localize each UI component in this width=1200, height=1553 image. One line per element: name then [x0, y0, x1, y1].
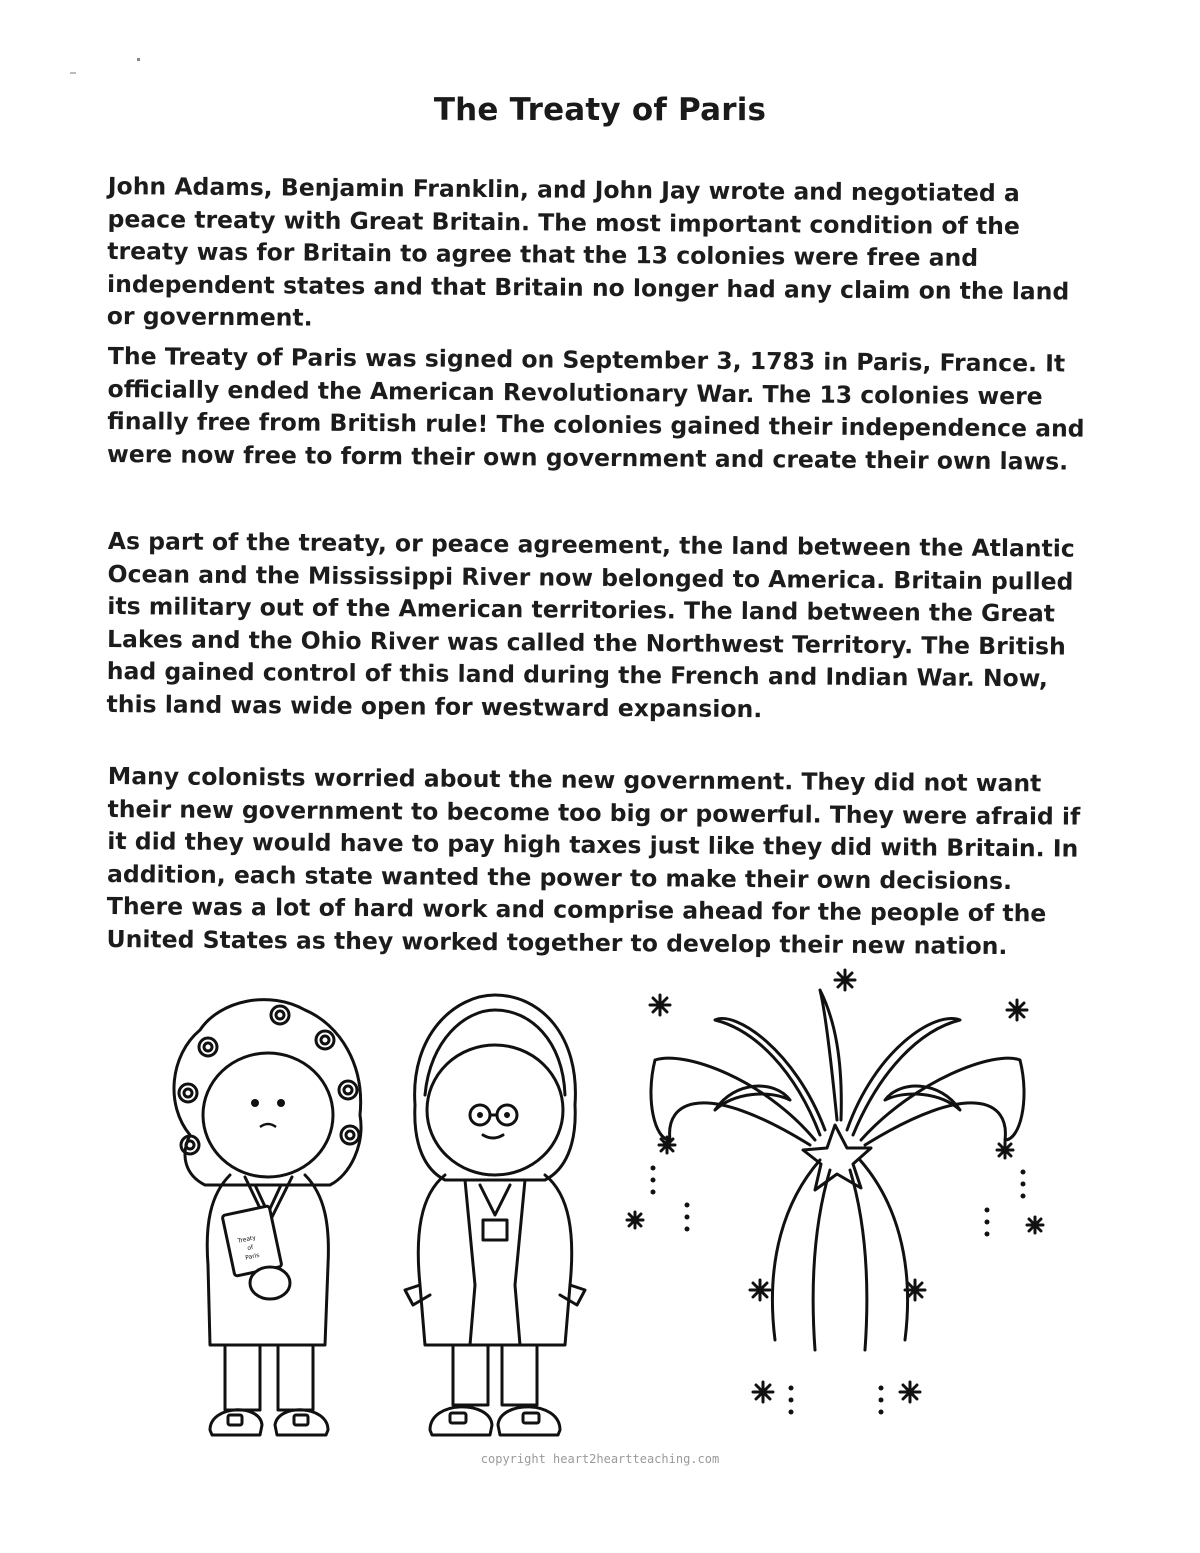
scan-speck: [137, 58, 140, 61]
scan-speck: [70, 72, 76, 74]
svg-text:of: of: [246, 1243, 254, 1253]
colonist-with-glasses-illustration: [395, 985, 595, 1445]
paragraph-negotiation: John Adams, Benjamin Franklin, and John Jay wrote and negotiated a peace treaty with Great Britain. The most important condition of the treaty was for Britain to agree that the 13 colonies were free and independent states and that Britain no longer had any claim on the land or government.: [106, 171, 1070, 332]
paragraph-signing: The Treaty of Paris was signed on September 3, 1783 in Paris, France. It officially ended the American Revolutionary War. The 13 colonies were finally free from British rule! The colonies gained their independence and were now free to form their own government and create their own laws.: [106, 341, 1085, 476]
colonist-with-treaty-illustration: [160, 985, 375, 1445]
page-title: The Treaty of Paris: [433, 92, 767, 128]
svg-text:Paris: Paris: [244, 1251, 261, 1262]
copyright-notice: copyright heart2heartteaching.com: [480, 1452, 720, 1466]
paragraph-new-government: Many colonists worried about the new government. They did not want their new government to become too big or powerful. They were afraid if it did they would have to pay high taxes just like they did with Britain. In addition, each state wanted the power to make their own decisions. There was a lot of hard work and comprise ahead for the people of the United States as they worked together to develop their new nation.: [106, 761, 1081, 960]
svg-text:Treaty: Treaty: [237, 1234, 257, 1245]
paragraph-territory: As part of the treaty, or peace agreement, the land between the Atlantic Ocean and the Mississippi River now belonged to America. Britain pulled its military out of the American territories. The land between the Great Lakes and the Ohio River was called the Northwest Territory. The British had gained control of this land during the French and Indian War. Now, this land was wide open for westward expansion.: [106, 526, 1075, 723]
fireworks-illustration: [615, 960, 1060, 1430]
